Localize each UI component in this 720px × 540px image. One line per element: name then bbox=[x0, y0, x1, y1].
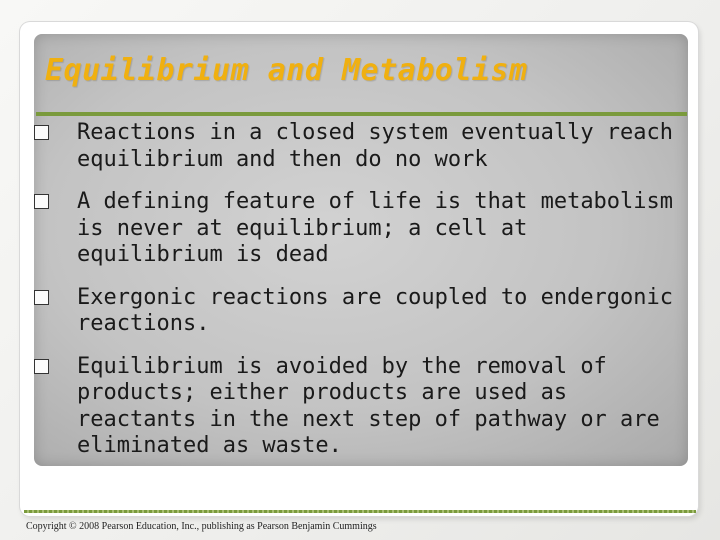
bullet-item bbox=[34, 189, 674, 269]
bullet-text: Equilibrium is avoided by the removal of products; either products are used as reactants in the next step of pathway or are eliminated as waste. bbox=[77, 353, 660, 458]
footer-divider bbox=[24, 510, 696, 513]
square-bullet-icon bbox=[34, 290, 49, 305]
square-bullet-icon bbox=[34, 125, 49, 140]
bullet-item bbox=[34, 354, 674, 460]
slide-title: Equilibrium and Metabolism bbox=[45, 53, 528, 88]
bullet-text: Exergonic reactions are coupled to endergonic reactions. bbox=[77, 284, 674, 336]
bullet-list bbox=[34, 120, 674, 476]
bullet-text: A defining feature of life is that metabolism is never at equilibrium; a cell at equilibrium is dead bbox=[77, 189, 674, 267]
square-bullet-icon bbox=[34, 194, 49, 209]
bullet-item bbox=[34, 285, 674, 338]
bullet-item bbox=[34, 120, 674, 173]
square-bullet-icon bbox=[34, 359, 49, 374]
bullet-text: Reactions in a closed system eventually reach equilibrium and then do no work bbox=[77, 120, 674, 172]
title-divider bbox=[36, 112, 687, 116]
copyright-notice: Copyright © 2008 Pearson Education, Inc., publishing as Pearson Benjamin Cummings bbox=[26, 521, 377, 532]
